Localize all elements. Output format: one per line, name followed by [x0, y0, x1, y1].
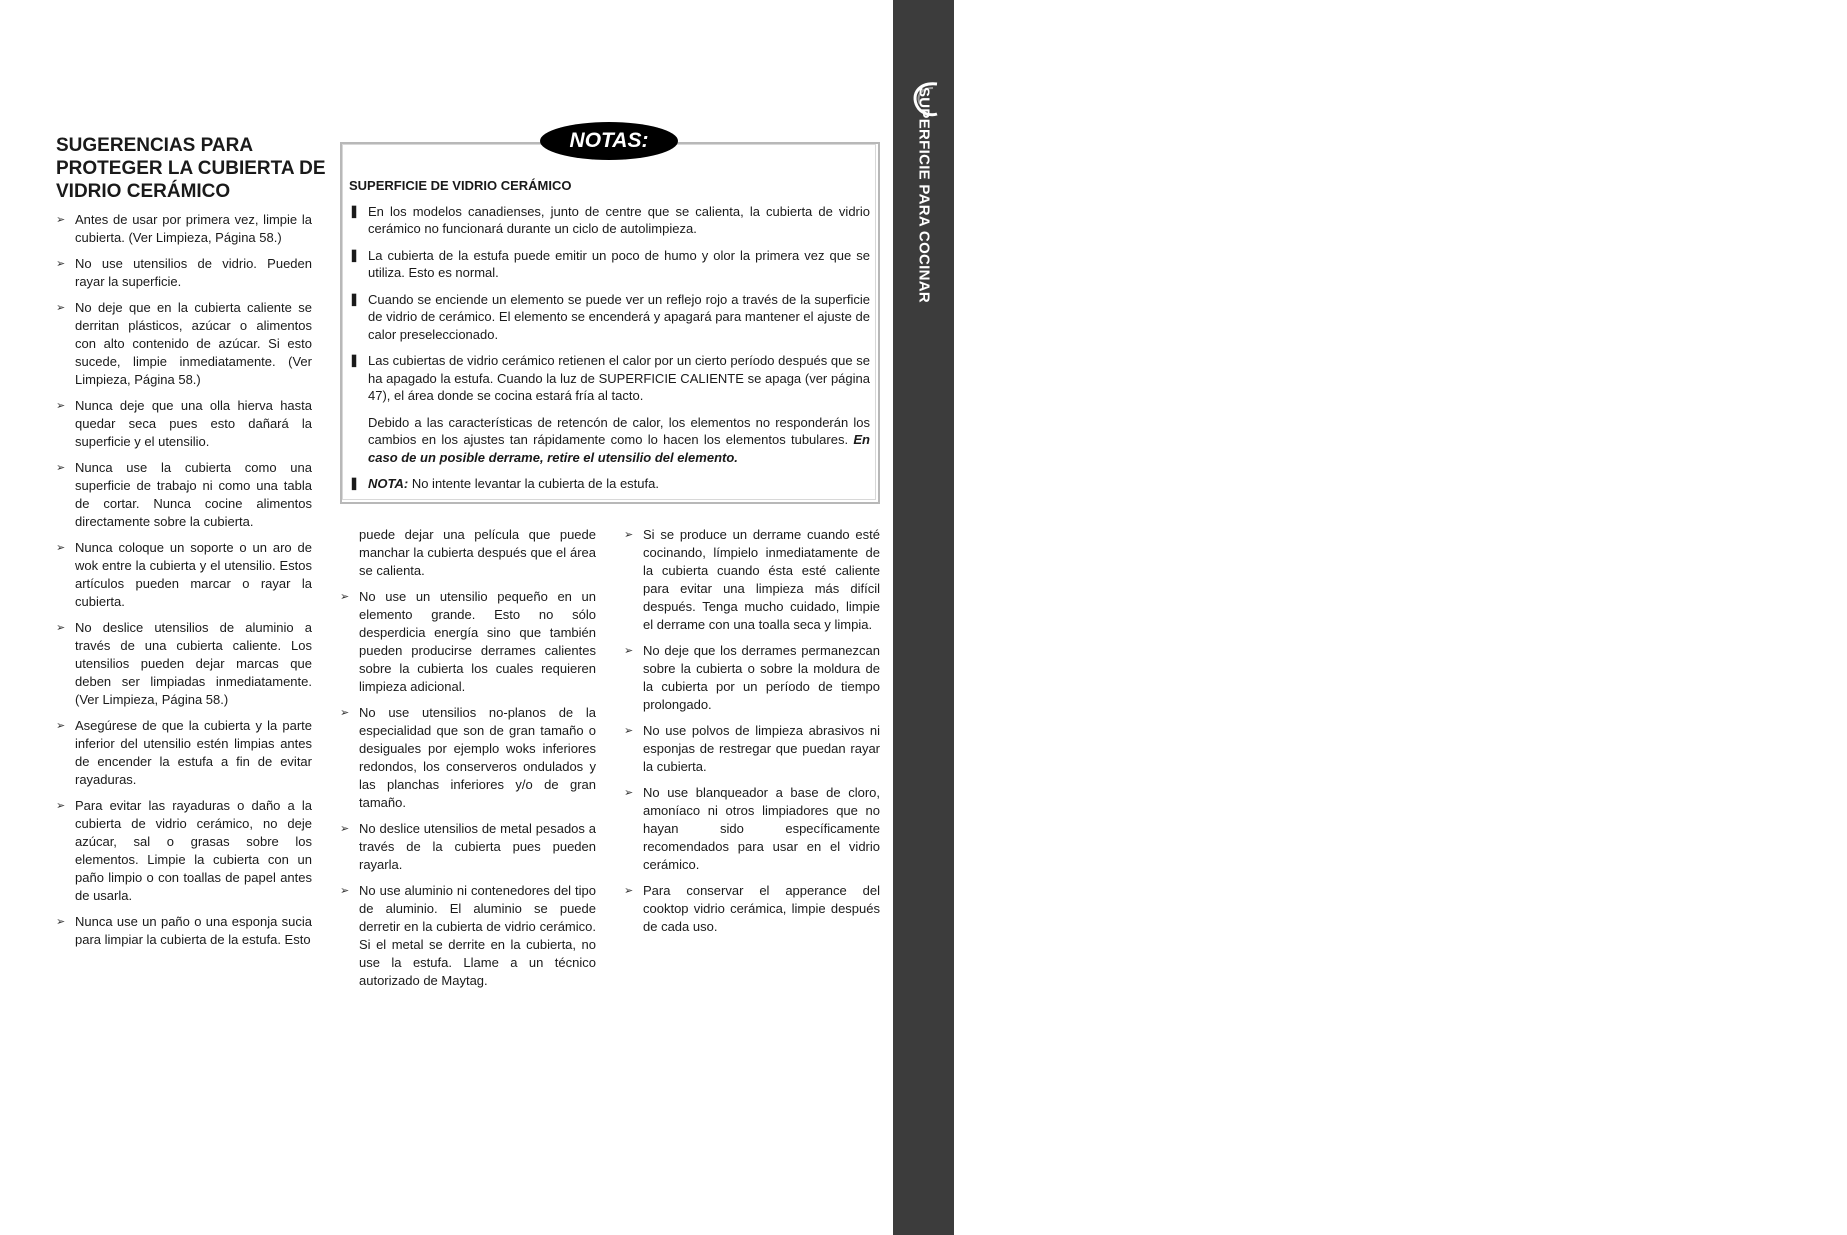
- list-item: ➢ Nunca deje que una olla hierva hasta quedar seca pues esto dañará la superficie y el utensilio.: [56, 398, 312, 449]
- page-number: 48: [1798, 1170, 1835, 1208]
- tips-column-1: [56, 211, 312, 957]
- sidebar-tab: [893, 0, 1835, 1235]
- list-item: ➢ No use aluminio ni contenedores del tipo de aluminio. El aluminio se puede derretir en la cubierta de vidrio cerámico. Si el metal se derrite en la cubierta, no use la estufa. Llame a un técnico autorizado de Maytag.: [340, 883, 596, 988]
- continuation-text: puede dejar una película que puede manchar la cubierta después que el área se calienta.: [359, 527, 596, 578]
- arrow-bullet-icon: ➢: [624, 787, 634, 799]
- section-title-vertical: SUPERFICIE PARA COCINAR: [915, 86, 932, 304]
- notes-item: ❚ Las cubiertas de vidrio cerámico retienen el calor por un cierto período después que se ha apagado la estufa. Cuando la luz de SUPERFICIE CALIENTE se apaga (ver página 47), el área donde se cocina estará fría al tacto.: [349, 353, 870, 403]
- notes-item: ❚ En los modelos canadienses, junto de centre que se calienta, la cubierta de vidrio cerámico no funcionará durante un ciclo de autolimpieza.: [349, 203, 870, 236]
- list-item: ➢ No use utensilios no-planos de la especialidad que son de gran tamaño o desiguales por ejemplo woks inferiores redondos, los conserveros ondulados y las planchas inferiores y/o de gran tamaño.: [340, 705, 596, 810]
- notes-content: [349, 177, 870, 502]
- arrow-bullet-icon: ➢: [624, 725, 634, 737]
- arrow-bullet-icon: ➢: [624, 885, 634, 897]
- arrow-bullet-icon: ➢: [340, 823, 350, 835]
- list-item: ➢ No use utensilios de vidrio. Pueden rayar la superficie.: [56, 256, 312, 289]
- square-bullet-icon: ❚: [349, 353, 360, 367]
- list-item: ➢ No use blanqueador a base de cloro, amoníaco ni otros limpiadores que no hayan sido específicamente recomendados para usar en el vidrio cerámico.: [624, 785, 880, 872]
- arrow-bullet-icon: ➢: [56, 720, 66, 732]
- arrow-bullet-icon: ➢: [56, 916, 66, 928]
- square-bullet-icon: ❚: [349, 291, 360, 306]
- arrow-bullet-icon: ➢: [340, 885, 350, 897]
- list-item: ➢ Asegúrese de que la cubierta y la parte inferior del utensilio estén limpias antes de encender la estufa a fin de evitar rayaduras.: [56, 718, 312, 787]
- list-item: ➢ No deje que en la cubierta caliente se derritan plásticos, azúcar o alimentos con alto contenido de azúcar. Si esto sucede, limpie inmediatamente. (Ver Limpieza, Página 58.): [56, 300, 312, 387]
- list-item: ➢ No deslice utensilios de metal pesados a través de la cubierta pues pueden rayarla.: [340, 821, 596, 872]
- square-bullet-icon: ❚: [349, 247, 360, 262]
- arrow-bullet-icon: ➢: [624, 645, 634, 657]
- arrow-bullet-icon: ➢: [624, 529, 634, 541]
- arrow-bullet-icon: ➢: [56, 214, 66, 226]
- square-bullet-icon: ❚: [349, 203, 360, 218]
- arrow-bullet-icon: ➢: [56, 622, 66, 634]
- square-bullet-icon: ❚: [349, 476, 360, 490]
- list-item: ➢ Nunca coloque un soporte o un aro de wok entre la cubierta y el utensilio. Estos artículos pueden marcar o rayar la cubierta.: [56, 540, 312, 609]
- page-heading: SUGERENCIAS PARA PROTEGER LA CUBIERTA DE VIDRIO CERÁMICO: [56, 135, 326, 202]
- list-item: ➢ No deje que los derrames permanezcan sobre la cubierta o sobre la moldura de la cubierta por un período de tiempo prolongado.: [624, 643, 880, 712]
- arrow-bullet-icon: ➢: [56, 542, 66, 554]
- notes-item: ❚ La cubierta de la estufa puede emitir un poco de humo y olor la primera vez que se utiliza. Esto es normal.: [349, 247, 870, 280]
- list-item: ➢ Para evitar las rayaduras o daño a la cubierta de vidrio cerámico, no deje azúcar, sal o grasas sobre los elementos. Limpie la cubierta con un paño limpio o con toallas de papel antes de usarla.: [56, 798, 312, 903]
- arrow-bullet-icon: ➢: [56, 462, 66, 474]
- list-item: ➢ Si se produce un derrame cuando esté cocinando, límpielo inmediatamente de la cubierta cuando ésta esté caliente para evitar una limpieza más difícil después. Tenga mucho cuidado, limpie el derrame con una toalla seca y limpia.: [624, 527, 880, 632]
- notes-item: ❚ NOTA: No intente levantar la cubierta de la estufa.: [349, 476, 659, 491]
- arrow-bullet-icon: ➢: [56, 800, 66, 812]
- tips-column-3: [624, 526, 880, 944]
- list-item: ➢ No use polvos de limpieza abrasivos ni esponjas de restregar que puedan rayar la cubierta.: [624, 723, 880, 774]
- list-item: ➢ Para conservar el apperance del cooktop vidrio cerámica, limpie después de cada uso.: [624, 883, 880, 934]
- notes-section-title: SUPERFICIE DE VIDRIO CERÁMICO: [349, 178, 572, 193]
- list-item: ➢ No deslice utensilios de aluminio a través de una cubierta caliente. Los utensilios pueden dejar marcas que deben ser limpiadas inmediatamente. (Ver Limpieza, Página 58.): [56, 620, 312, 707]
- arrow-bullet-icon: ➢: [340, 707, 350, 719]
- arrow-bullet-icon: ➢: [56, 302, 66, 314]
- notes-warning-text: En caso de un posible derrame, retire el utensilio del elemento.: [368, 432, 870, 465]
- notes-item: ❚ Cuando se enciende un elemento se puede ver un reflejo rojo a través de la superficie de vidrio de cerámico. El elemento se encenderá y apagará para mantener el ajuste de calor preseleccionado.: [349, 291, 870, 342]
- list-item: ➢ Antes de usar por primera vez, limpie la cubierta. (Ver Limpieza, Página 58.): [56, 212, 312, 245]
- tips-column-2: [340, 526, 596, 998]
- nota-label: NOTA:: [368, 476, 409, 491]
- arrow-bullet-icon: ➢: [56, 400, 66, 412]
- notes-paragraph: Debido a las características de retencón de calor, los elementos no responderán los cambios en los ajustes tan rápidamente como lo hacen los elementos tubulares. En caso de un posible derrame, retire el utensilio del elemento.: [368, 414, 870, 465]
- list-item: ➢ Nunca use un paño o una esponja sucia para limpiar la cubierta de la estufa. Esto: [56, 914, 312, 947]
- list-item: ➢ No use un utensilio pequeño en un elemento grande. Esto no sólo desperdicia energía sino que también pueden producirse derrames calientes sobre la cubierta los cuales requieren limpieza adicional.: [340, 589, 596, 694]
- arrow-bullet-icon: ➢: [340, 591, 350, 603]
- arrow-bullet-icon: ➢: [56, 258, 66, 270]
- notes-label-badge: NOTAS:: [540, 122, 678, 160]
- list-item: ➢ Nunca use la cubierta como una superficie de trabajo ni como una tabla de cortar. Nunca cocine alimentos directamente sobre la cubierta.: [56, 460, 312, 529]
